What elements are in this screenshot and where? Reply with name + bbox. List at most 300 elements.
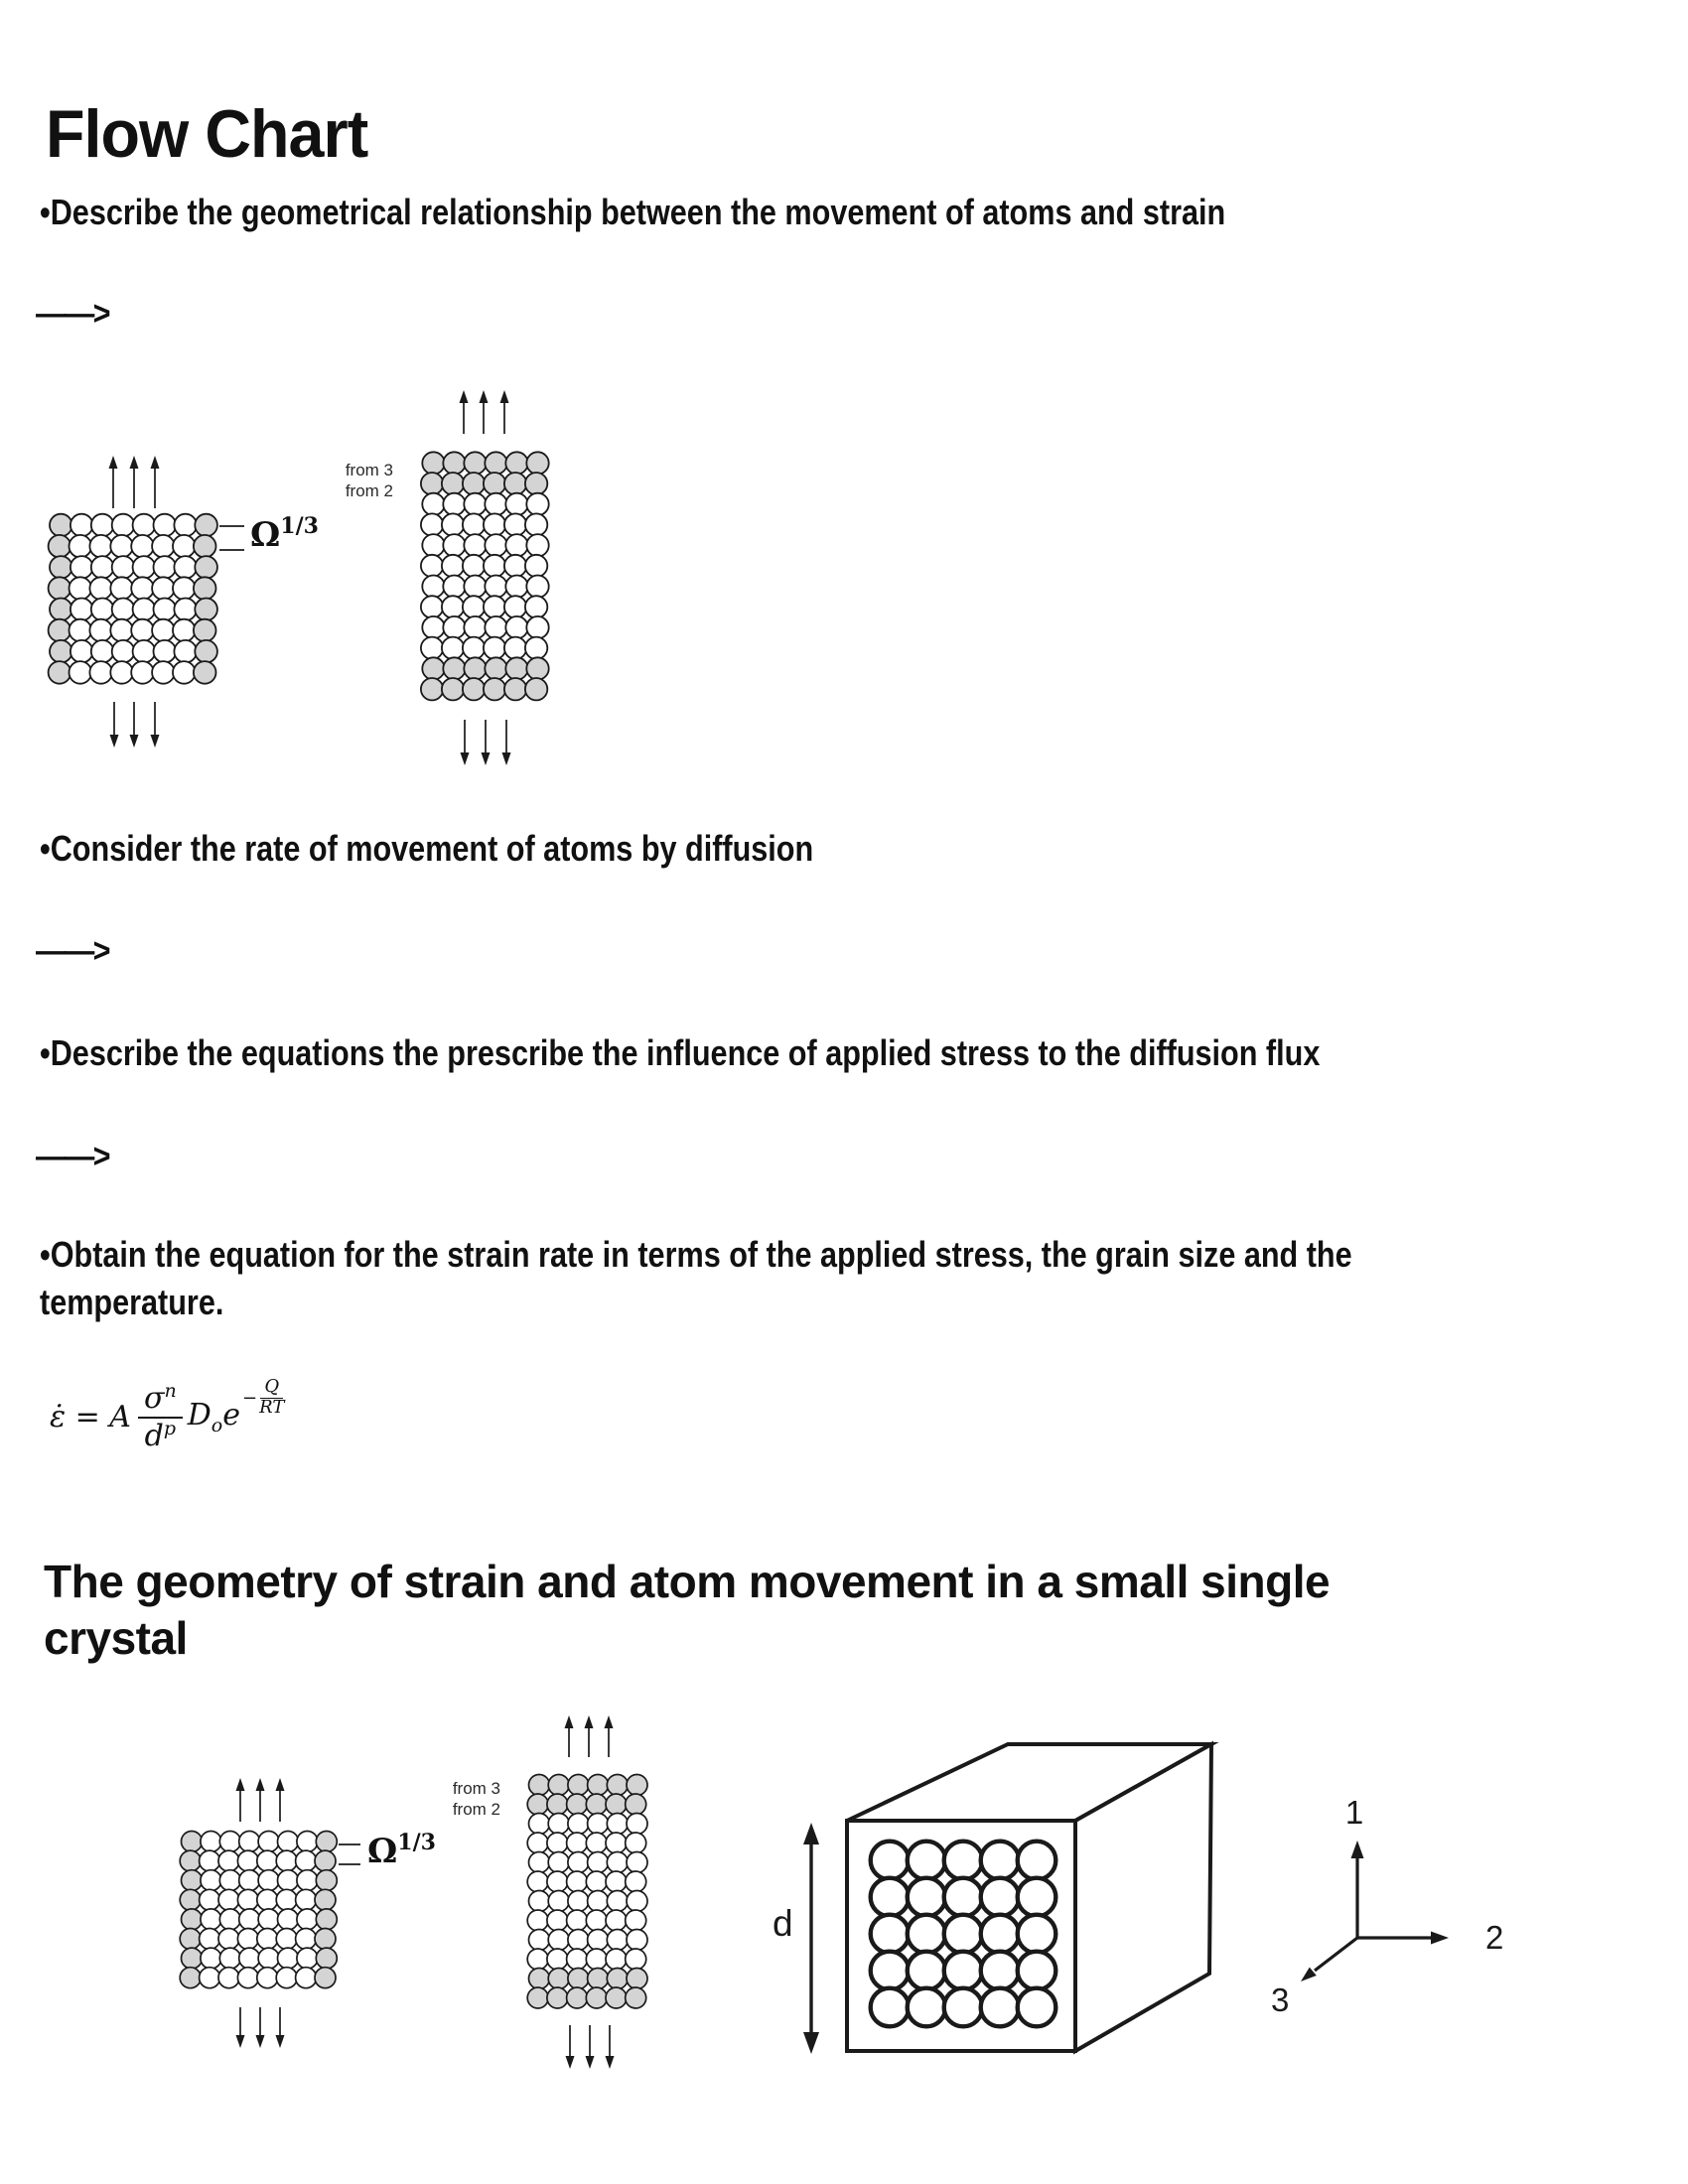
- atom-circle: [200, 1929, 220, 1950]
- atom-circle: [422, 657, 444, 679]
- atom-circle: [89, 619, 112, 642]
- atom-circle: [50, 640, 72, 663]
- atom-circle: [195, 556, 217, 579]
- flux-arrow-head: [276, 2035, 285, 2048]
- atom-circle: [219, 1948, 240, 1969]
- flux-arrow-head: [236, 1778, 245, 1791]
- section-heading-line: crystal: [44, 1612, 188, 1665]
- atom-circle: [464, 657, 486, 679]
- atom-circle: [1018, 1952, 1056, 1990]
- atom-circle: [276, 1850, 297, 1871]
- atom-circle: [110, 535, 133, 558]
- atom-circle: [237, 1968, 258, 1988]
- atom-circle: [219, 1870, 240, 1891]
- atom-circle: [180, 1850, 201, 1871]
- atom-circle: [174, 514, 197, 537]
- atom-circle: [981, 1952, 1020, 1990]
- atom-circle: [131, 661, 154, 684]
- atom-circle: [442, 596, 464, 617]
- flux-arrow-head: [109, 456, 118, 469]
- atom-circle: [586, 1833, 607, 1853]
- atom-circle: [626, 1949, 646, 1970]
- atom-circle: [442, 678, 464, 700]
- atom-circle: [527, 1871, 548, 1892]
- figure-atom-movement-top: [0, 377, 576, 784]
- atom-circle: [484, 637, 505, 659]
- atom-circle: [607, 1852, 628, 1873]
- atom-circle: [442, 473, 464, 494]
- atom-circle: [607, 1775, 628, 1796]
- atom-circle: [237, 1889, 258, 1910]
- bullet-line: •Consider the rate of movement of atoms by diffusion: [40, 828, 814, 869]
- atom-circle: [442, 513, 464, 535]
- atom-circle: [182, 1832, 203, 1852]
- flow-arrow-glyph: ——>: [36, 932, 109, 970]
- atom-circle: [200, 1850, 220, 1871]
- atom-circle: [296, 1850, 317, 1871]
- atom-circle: [443, 616, 465, 638]
- atom-circle: [525, 555, 547, 577]
- axis-1-label: 1: [1344, 1794, 1364, 1831]
- atom-circle: [49, 577, 71, 600]
- atom-circle: [1018, 1988, 1056, 2027]
- atom-circle: [568, 1930, 589, 1951]
- atom-circle: [315, 1850, 336, 1871]
- flux-arrow-head: [606, 2056, 615, 2069]
- atom-circle: [421, 513, 443, 535]
- atom-circle: [316, 1909, 337, 1930]
- atom-circle: [588, 1930, 609, 1951]
- atom-circle: [871, 1842, 910, 1880]
- atom-circle: [588, 1969, 609, 1989]
- atom-circle: [606, 1794, 627, 1815]
- atom-circle: [421, 637, 443, 659]
- omega-label: $\Omega^{1/3}$: [250, 513, 319, 555]
- atom-circle: [527, 1987, 548, 2008]
- atom-circle: [110, 619, 133, 642]
- atom-circle: [276, 1889, 297, 1910]
- atom-circle: [91, 514, 114, 537]
- atom-circle: [525, 678, 547, 700]
- atom-circle: [131, 577, 154, 600]
- atom-circle: [463, 678, 485, 700]
- atom-circle: [194, 619, 216, 642]
- atom-circle: [315, 1968, 336, 1988]
- atom-circle: [278, 1870, 299, 1891]
- flux-arrow-head: [256, 1778, 265, 1791]
- atom-circle: [237, 1929, 258, 1950]
- atom-circle: [174, 599, 197, 621]
- atom-circle: [944, 1952, 983, 1990]
- atom-circle: [606, 1910, 627, 1931]
- atom-circle: [505, 452, 527, 474]
- atom-circle: [567, 1833, 588, 1853]
- atom-circle: [568, 1775, 589, 1796]
- atom-circle: [525, 637, 547, 659]
- flux-arrow-head: [586, 2056, 595, 2069]
- atom-circle: [70, 556, 93, 579]
- atom-circle: [527, 1794, 548, 1815]
- atom-circle: [626, 1794, 646, 1815]
- atom-circle: [200, 1889, 220, 1910]
- atom-circle: [297, 1909, 318, 1930]
- atom-circle: [70, 661, 92, 684]
- atom-circle: [70, 599, 93, 621]
- flow-arrow-glyph: ——>: [36, 295, 109, 333]
- atom-circle: [421, 678, 443, 700]
- atom-circle: [944, 1915, 983, 1954]
- atom-circle: [174, 556, 197, 579]
- atom-grid-tall: [421, 452, 549, 700]
- atom-circle: [219, 1909, 240, 1930]
- flux-arrow-head: [236, 2035, 245, 2048]
- atom-circle: [1018, 1842, 1056, 1880]
- atom-circle: [180, 1889, 201, 1910]
- atom-circle: [525, 596, 547, 617]
- atom-circle: [944, 1988, 983, 2027]
- atom-circle: [200, 1968, 220, 1988]
- atom-circle: [297, 1870, 318, 1891]
- atom-circle: [547, 1910, 568, 1931]
- atom-circle: [526, 493, 548, 515]
- atom-circle: [1018, 1915, 1056, 1954]
- atom-circle: [316, 1832, 337, 1852]
- flux-arrow-head: [480, 390, 489, 403]
- atom-circle: [505, 616, 527, 638]
- atom-circle: [871, 1915, 910, 1954]
- from-2-label: from 2: [345, 481, 393, 500]
- atom-circle: [442, 637, 464, 659]
- atom-circle: [91, 599, 114, 621]
- atom-circle: [173, 661, 196, 684]
- atom-circle: [529, 1775, 550, 1796]
- atom-circle: [871, 1952, 910, 1990]
- atom-circle: [548, 1852, 569, 1873]
- grain-size-label: d: [773, 1903, 793, 1944]
- atom-circle: [257, 1850, 278, 1871]
- atom-circle: [154, 556, 177, 579]
- atom-circle: [568, 1891, 589, 1912]
- atom-circle: [152, 661, 175, 684]
- atom-circle: [908, 1842, 946, 1880]
- equation-numerator: $\sigma^n$: [138, 1382, 183, 1419]
- coordinate-axes: [1301, 1841, 1449, 1981]
- flux-arrow-head: [130, 456, 139, 469]
- atom-circle: [627, 1891, 647, 1912]
- atom-circle: [50, 599, 72, 621]
- atom-circle: [49, 619, 71, 642]
- atom-circle: [586, 1910, 607, 1931]
- bullet-line: •Obtain the equation for the strain rate in terms of the applied stress, the grain size and the: [40, 1234, 1352, 1275]
- atom-circle: [91, 640, 114, 663]
- atom-circle: [504, 473, 526, 494]
- atom-circle: [70, 619, 92, 642]
- atom-circle: [49, 661, 71, 684]
- flux-arrow-head: [566, 2056, 575, 2069]
- atom-circle: [588, 1814, 609, 1835]
- flux-arrow-head: [500, 390, 509, 403]
- atom-circle: [567, 1949, 588, 1970]
- atom-circle: [133, 514, 156, 537]
- atom-circle: [505, 534, 527, 556]
- atom-circle: [607, 1969, 628, 1989]
- atom-circle: [195, 640, 217, 663]
- atom-circle: [195, 599, 217, 621]
- atom-circle: [908, 1878, 946, 1917]
- atom-circle: [626, 1833, 646, 1853]
- atom-circle: [152, 577, 175, 600]
- atom-circle: [981, 1878, 1020, 1917]
- atom-circle: [527, 1910, 548, 1931]
- flux-arrow-head: [585, 1715, 594, 1728]
- atom-circle: [443, 452, 465, 474]
- bullet-geometry: [40, 189, 1225, 236]
- atom-circle: [218, 1889, 239, 1910]
- down-arrows-tall-grid: [461, 720, 511, 765]
- atom-circle: [257, 1889, 278, 1910]
- atom-circle: [871, 1988, 910, 2027]
- atom-circle: [464, 493, 486, 515]
- atom-circle: [239, 1870, 260, 1891]
- atom-circle: [504, 637, 526, 659]
- atom-circle: [484, 513, 505, 535]
- atom-circle: [154, 599, 177, 621]
- atom-circle: [112, 640, 135, 663]
- atom-circle: [422, 616, 444, 638]
- atom-circle: [505, 576, 527, 598]
- atom-circle: [463, 555, 485, 577]
- equation-denominator: $d^p$: [144, 1417, 177, 1453]
- atom-circle: [463, 473, 485, 494]
- atom-circle: [182, 1948, 203, 1969]
- up-arrows-tall-grid: [460, 390, 509, 434]
- atom-circle: [586, 1949, 607, 1970]
- atom-circle: [218, 1968, 239, 1988]
- atom-circle: [421, 596, 443, 617]
- atom-circle: [91, 556, 114, 579]
- bullet-strain-rate-equation: [40, 1231, 1352, 1326]
- atom-circle: [463, 513, 485, 535]
- flux-arrow-head: [565, 1715, 574, 1728]
- flux-arrow-head: [461, 752, 470, 765]
- atom-circle: [194, 577, 216, 600]
- from-3-label: from 3: [452, 1779, 500, 1798]
- atom-circle: [627, 1775, 647, 1796]
- atom-circle: [421, 473, 443, 494]
- atom-circle: [607, 1814, 628, 1835]
- atom-circle: [567, 1871, 588, 1892]
- atom-circle: [297, 1948, 318, 1969]
- atom-circle: [626, 1987, 646, 2008]
- atom-circle: [485, 452, 506, 474]
- section-heading-line: The geometry of strain and atom movement in a small single: [44, 1556, 1331, 1608]
- atom-circle: [443, 576, 465, 598]
- atom-circle: [529, 1891, 550, 1912]
- atom-circle: [278, 1909, 299, 1930]
- atom-circle: [174, 640, 197, 663]
- atom-circle: [194, 535, 216, 558]
- bullet-line: •Describe the equations the prescribe the influence of applied stress to the diffusion flux: [40, 1032, 1321, 1073]
- atom-circle: [112, 514, 135, 537]
- atom-circle: [239, 1948, 260, 1969]
- atom-circle: [463, 596, 485, 617]
- atom-circle: [276, 1968, 297, 1988]
- atom-circle: [944, 1842, 983, 1880]
- atom-grid-square: [49, 514, 217, 684]
- atom-circle: [464, 616, 486, 638]
- cube-face-atom-grid: [871, 1842, 1056, 2027]
- atom-circle: [201, 1870, 221, 1891]
- atom-circle: [133, 599, 156, 621]
- atom-circle: [527, 1949, 548, 1970]
- atom-circle: [422, 534, 444, 556]
- atom-circle: [606, 1833, 627, 1853]
- atom-circle: [464, 534, 486, 556]
- atom-circle: [567, 1910, 588, 1931]
- atom-circle: [606, 1987, 627, 2008]
- atom-circle: [442, 555, 464, 577]
- atom-circle: [526, 534, 548, 556]
- atom-circle: [627, 1930, 647, 1951]
- atom-circle: [180, 1929, 201, 1950]
- atom-circle: [89, 661, 112, 684]
- atom-circle: [484, 678, 505, 700]
- atom-circle: [443, 534, 465, 556]
- flux-arrow-head: [256, 2035, 265, 2048]
- atom-circle: [626, 1871, 646, 1892]
- atom-circle: [568, 1969, 589, 1989]
- section-heading: [44, 1554, 1330, 1667]
- flux-arrow-head: [460, 390, 469, 403]
- atom-circle: [422, 576, 444, 598]
- down-arrows-tall-grid: [566, 2025, 615, 2069]
- atom-circle: [443, 493, 465, 515]
- atom-circle: [201, 1948, 221, 1969]
- equation-exponent: − $\frac{Q}{RT}$: [242, 1376, 285, 1418]
- atom-circle: [586, 1871, 607, 1892]
- atom-circle: [606, 1949, 627, 1970]
- atom-circle: [297, 1832, 318, 1852]
- atom-circle: [568, 1852, 589, 1873]
- atom-circle: [484, 555, 505, 577]
- atom-circle: [70, 640, 93, 663]
- atom-circle: [110, 577, 133, 600]
- atom-grid-tall: [527, 1775, 647, 2009]
- grain-size-dimension-arrow: [803, 1823, 819, 2054]
- atom-circle: [89, 535, 112, 558]
- atom-circle: [485, 493, 506, 515]
- equation-fraction: [138, 1382, 183, 1451]
- atom-circle: [443, 657, 465, 679]
- atom-circle: [70, 514, 93, 537]
- atom-circle: [548, 1930, 569, 1951]
- atom-circle: [173, 619, 196, 642]
- equation-lhs: ε̇ = A: [50, 1399, 131, 1434]
- atom-circle: [548, 1969, 569, 1989]
- atom-circle: [154, 640, 177, 663]
- atom-circle: [586, 1987, 607, 2008]
- page-title: Flow Chart: [46, 95, 368, 172]
- atom-circle: [218, 1850, 239, 1871]
- atom-circle: [258, 1870, 279, 1891]
- atom-circle: [484, 473, 505, 494]
- atom-circle: [422, 452, 444, 474]
- atom-circle: [239, 1909, 260, 1930]
- atom-circle: [218, 1929, 239, 1950]
- atom-circle: [70, 577, 92, 600]
- atom-circle: [529, 1969, 550, 1989]
- atom-circle: [315, 1929, 336, 1950]
- atom-circle: [504, 678, 526, 700]
- atom-circle: [316, 1870, 337, 1891]
- up-arrows-tall-grid: [565, 1715, 614, 1757]
- atom-circle: [278, 1832, 299, 1852]
- atom-circle: [50, 514, 72, 537]
- atom-circle: [112, 556, 135, 579]
- atom-circle: [627, 1814, 647, 1835]
- atom-circle: [49, 535, 71, 558]
- down-arrows-left-grid: [236, 2007, 285, 2048]
- atom-circle: [258, 1909, 279, 1930]
- atom-circle: [173, 535, 196, 558]
- atom-circle: [133, 640, 156, 663]
- atom-circle: [525, 513, 547, 535]
- atom-circle: [484, 596, 505, 617]
- atom-circle: [239, 1832, 260, 1852]
- atom-circle: [588, 1852, 609, 1873]
- flux-arrow-head: [605, 1715, 614, 1728]
- axis-2-label: 2: [1485, 1919, 1504, 1956]
- atom-circle: [257, 1929, 278, 1950]
- atom-circle: [296, 1968, 317, 1988]
- atom-circle: [131, 535, 154, 558]
- atom-circle: [110, 661, 133, 684]
- atom-circle: [422, 493, 444, 515]
- from-3-label: from 3: [345, 461, 393, 479]
- atom-circle: [547, 1949, 568, 1970]
- atom-circle: [257, 1968, 278, 1988]
- atom-circle: [133, 556, 156, 579]
- atom-circle: [504, 513, 526, 535]
- bullet-stress-flux: [40, 1029, 1320, 1077]
- flow-arrow-glyph: ——>: [36, 1138, 109, 1175]
- axis-2-arrowhead: [1431, 1932, 1449, 1945]
- atom-circle: [276, 1929, 297, 1950]
- atom-circle: [201, 1909, 221, 1930]
- bullet-line: temperature.: [40, 1282, 224, 1322]
- atom-circle: [981, 1988, 1020, 2027]
- atom-circle: [112, 599, 135, 621]
- atom-circle: [182, 1870, 203, 1891]
- atom-circle: [588, 1775, 609, 1796]
- atom-circle: [154, 514, 177, 537]
- atom-circle: [586, 1794, 607, 1815]
- flux-arrow-head: [110, 735, 119, 748]
- atom-circle: [152, 619, 175, 642]
- atom-circle: [588, 1891, 609, 1912]
- atom-circle: [871, 1878, 910, 1917]
- atom-circle: [547, 1833, 568, 1853]
- atom-circle: [944, 1878, 983, 1917]
- flux-arrow-head: [130, 735, 139, 748]
- atom-circle: [485, 534, 506, 556]
- atom-circle: [548, 1891, 569, 1912]
- equation-diffusivity-term: $D_oe$: [187, 1397, 240, 1436]
- atom-circle: [529, 1852, 550, 1873]
- atom-circle: [237, 1850, 258, 1871]
- atom-circle: [258, 1948, 279, 1969]
- atom-circle: [548, 1775, 569, 1796]
